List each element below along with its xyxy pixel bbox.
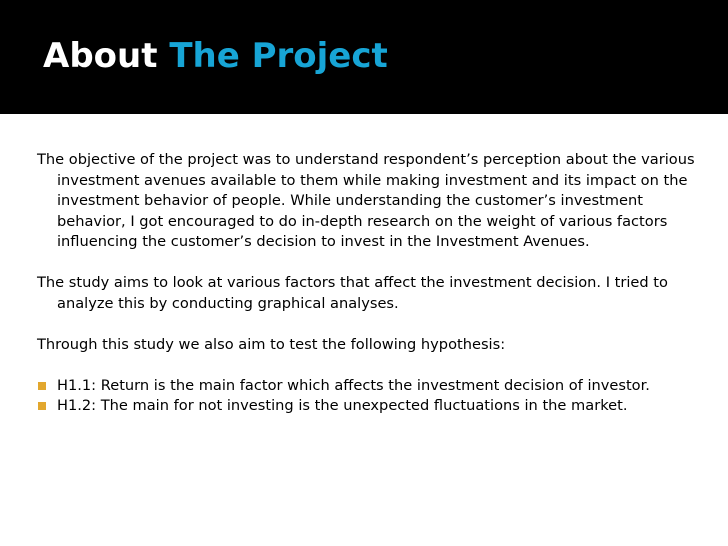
hypothesis-item [37, 376, 697, 397]
hypothesis-text: H1.2: The main for not investing is the unexpected fluctuations in the market. [57, 397, 628, 414]
title-highlight: The Project [169, 36, 388, 76]
body-text [37, 150, 697, 417]
hypothesis-item [37, 396, 697, 417]
paragraph-study-aims: The study aims to look at various factors that affect the investment decision. I tried to analyze this by conducting graphical analyses. [37, 274, 668, 312]
paragraph-hypothesis-intro: Through this study we also aim to test the following hypothesis: [37, 335, 506, 353]
hypothesis-text: H1.1: Return is the main factor which affects the investment decision of investor. [57, 376, 650, 394]
square-bullet-icon [38, 382, 46, 390]
title-prefix: About [43, 36, 170, 76]
content-area [0, 114, 728, 546]
paragraph-objective: The objective of the project was to understand respondent’s perception about the various investment avenues available to them while making investment and its impact on the investment behavior of people. While understanding the customer’s investment behavior, I got encouraged to do in-depth research on the weight of various factors influencing the customer’s decision to invest in the Investment Avenues. [37, 151, 695, 250]
square-bullet-icon [38, 402, 46, 410]
slide-title [43, 32, 388, 80]
hypothesis-list [37, 376, 697, 417]
title-bar [0, 0, 728, 114]
